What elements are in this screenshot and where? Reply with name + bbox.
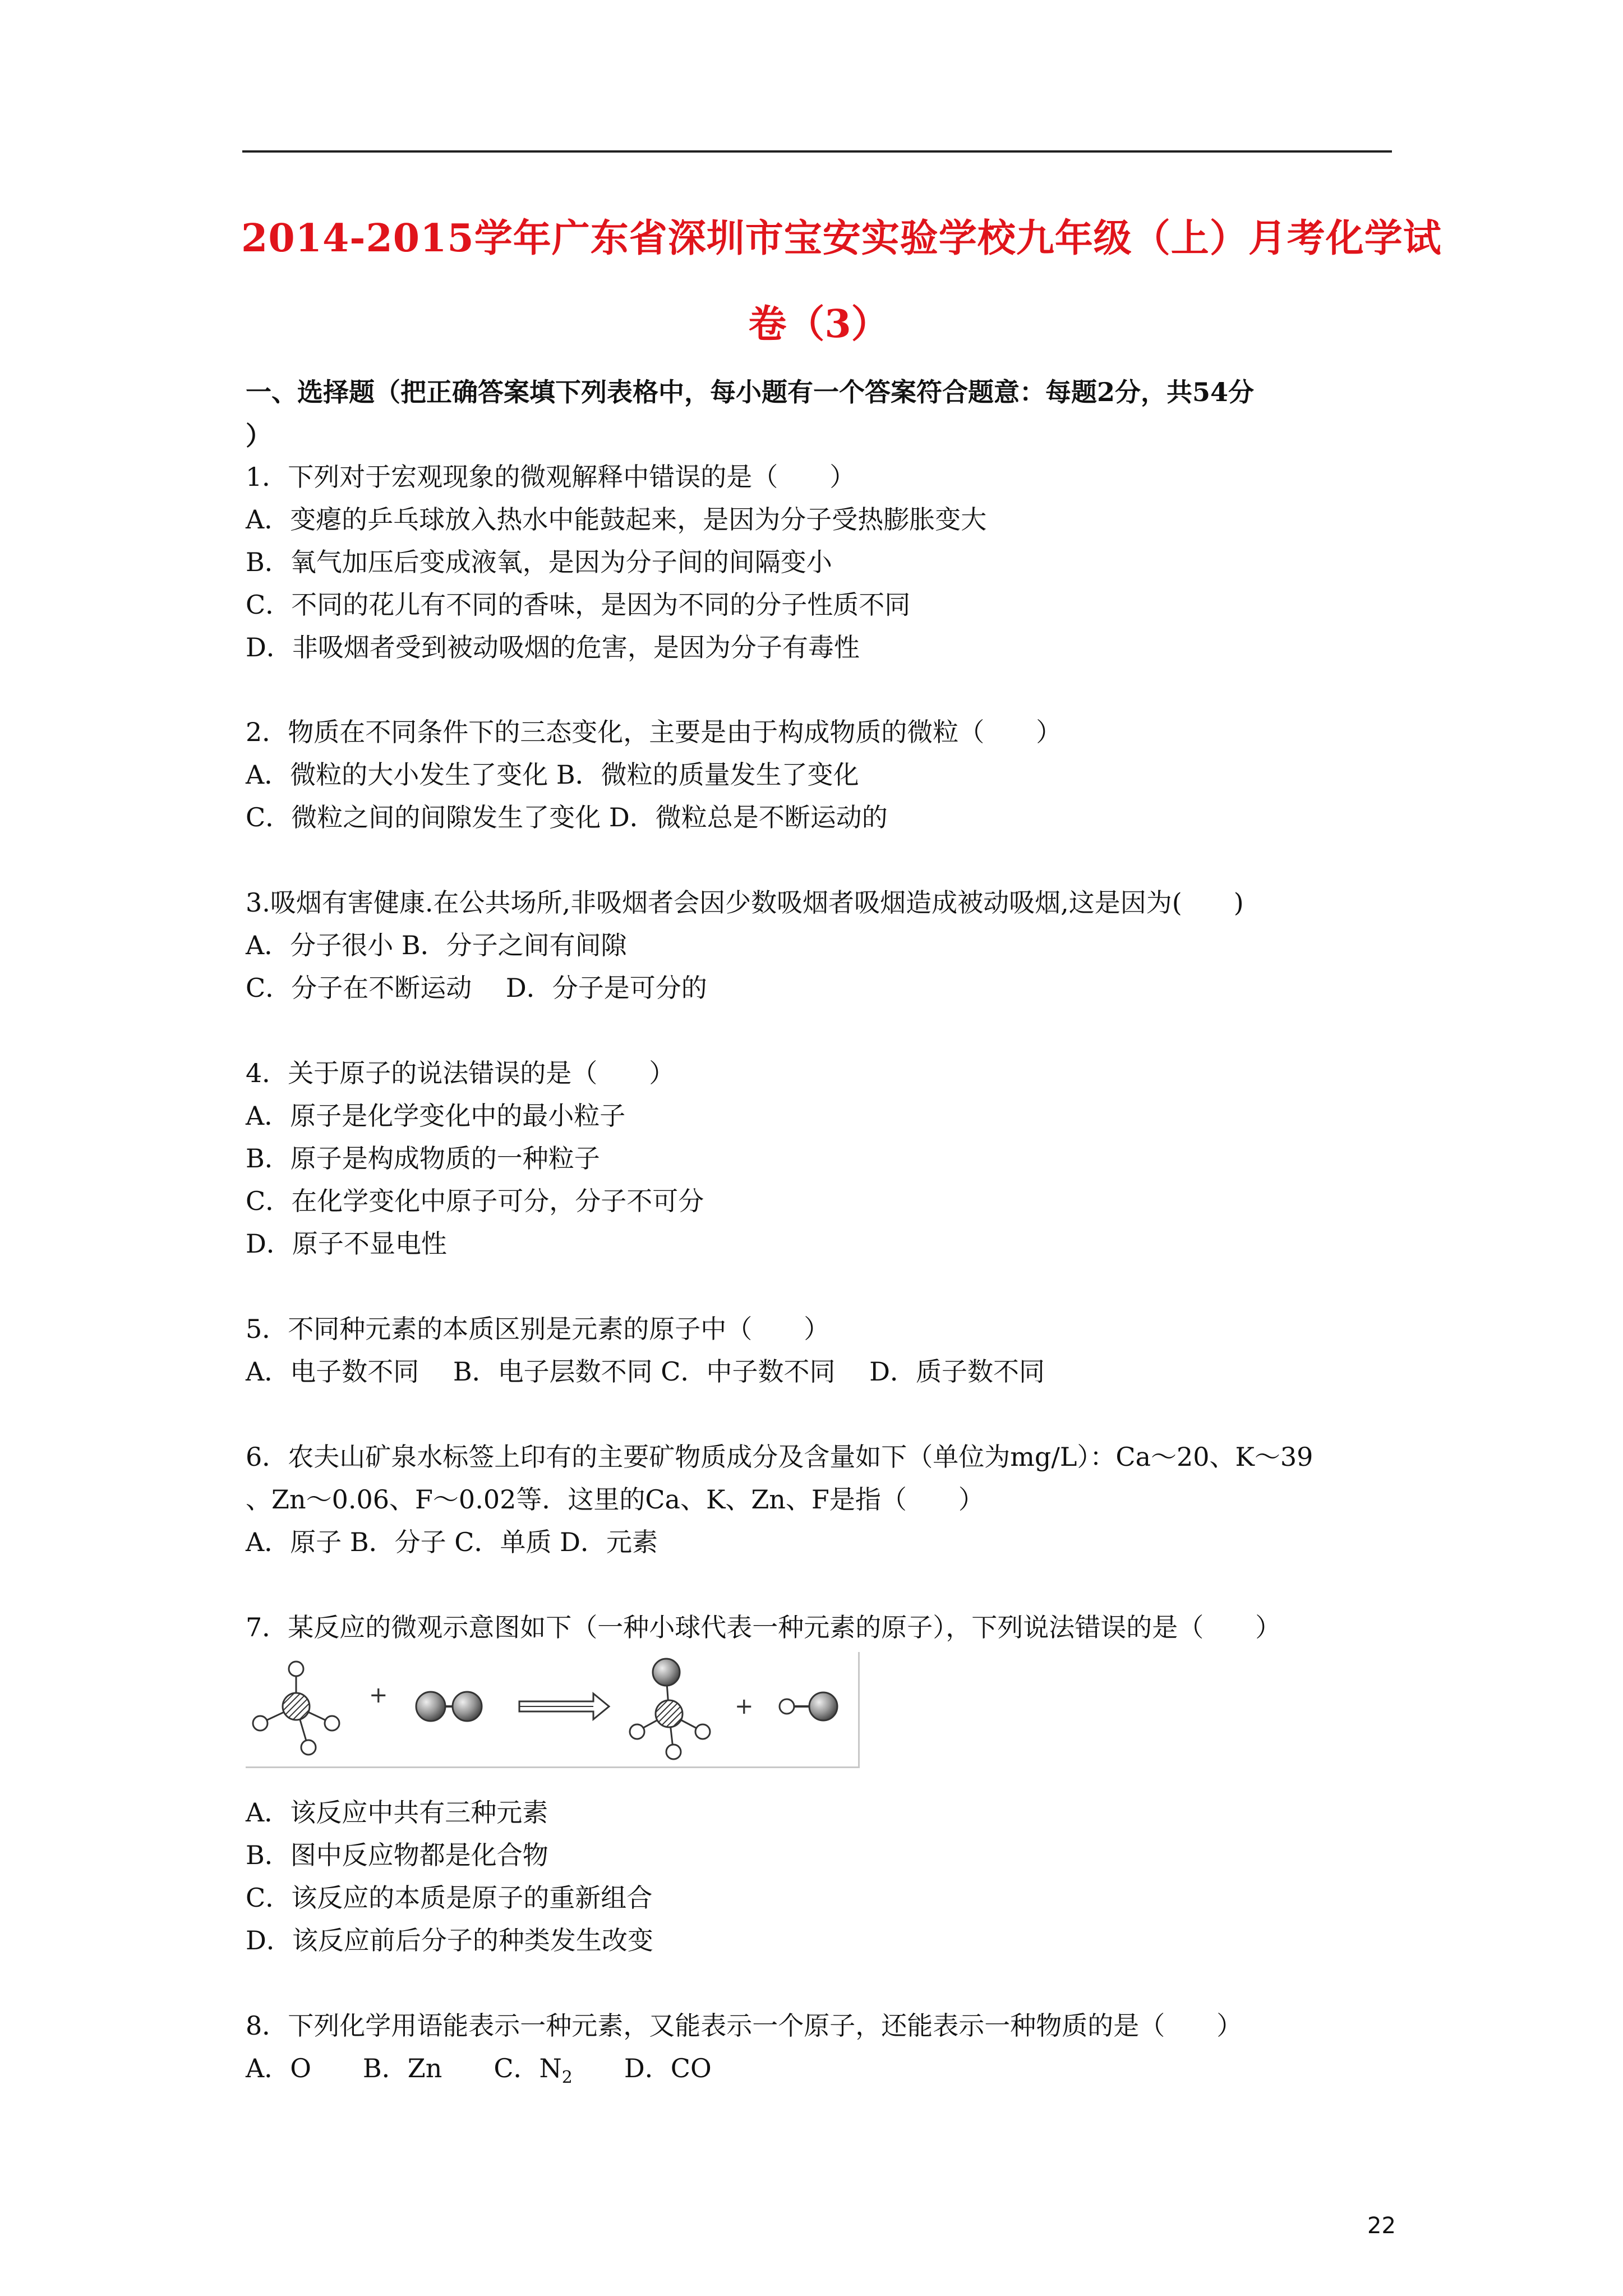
exam-title-line-1: 2014-2015学年广东省深圳市宝安实验学校九年级（上）月考化学试	[241, 216, 1442, 261]
question-4-option-c: C．在化学变化中原子可分，分子不可分	[246, 1186, 704, 1216]
question-8-options	[246, 2049, 712, 2097]
question-8-options-part-1: A．O B．Zn C．N	[246, 2053, 562, 2083]
question-3-options-cd: C．分子在不断运动 D．分子是可分的	[246, 973, 707, 1003]
question-6-stem-cont: 、Zn～0.06、F～0.02等．这里的Ca、K、Zn、F是指（ ）	[246, 1484, 984, 1515]
svg-text:+: +	[369, 1682, 388, 1708]
question-4-option-a: A．原子是化学变化中的最小粒子	[246, 1101, 626, 1131]
question-2-options-cd: C．微粒之间的间隙发生了变化 D．微粒总是不断运动的	[246, 802, 888, 832]
question-2-options-ab: A．微粒的大小发生了变化 B．微粒的质量发生了变化	[246, 760, 859, 790]
question-4-option-d: D．原子不显电性	[246, 1228, 447, 1259]
methane-like-molecule-icon	[253, 1662, 339, 1755]
reaction-diagram	[246, 1652, 860, 1768]
question-7-option-d: D．该反应前后分子的种类发生改变	[246, 1925, 653, 1955]
section-heading: 一、选择题（把正确答案填下列表格中，每小题有一个答案符合题意：每题2分，共54分	[246, 377, 1255, 407]
question-3-stem: 3.吸烟有害健康.在公共场所,非吸烟者会因少数吸烟者吸烟造成被动吸烟,这是因为( )	[246, 887, 1244, 918]
svg-text:+: +	[735, 1694, 754, 1719]
question-6-stem: 6．农夫山矿泉水标签上印有的主要矿物质成分及含量如下（单位为mg/L）：Ca～20、K～39	[246, 1442, 1313, 1472]
small-diatomic-molecule-icon	[780, 1692, 837, 1720]
header-rule	[242, 150, 1392, 153]
question-1-option-a: A．变瘪的乒乓球放入热水中能鼓起来，是因为分子受热膨胀变大	[246, 504, 987, 535]
exam-title-line-2: 卷（3）	[748, 302, 889, 347]
diatomic-molecule-icon	[416, 1692, 482, 1721]
question-4-option-b: B．原子是构成物质的一种粒子	[246, 1143, 600, 1174]
question-7-stem: 7．某反应的微观示意图如下（一种小球代表一种元素的原子），下列说法错误的是（ ）	[246, 1612, 1281, 1642]
question-1-stem: 1．下列对于宏观现象的微观解释中错误的是（ ）	[246, 462, 856, 492]
question-8-options-part-2: D．CO	[572, 2053, 712, 2083]
question-7-option-a: A．该反应中共有三种元素	[246, 1797, 548, 1828]
subscript-2: 2	[561, 2068, 573, 2087]
question-6-options: A．原子 B．分子 C．单质 D．元素	[246, 1527, 658, 1557]
hollow-arrow-icon	[519, 1694, 609, 1719]
question-7-option-b: B．图中反应物都是化合物	[246, 1840, 548, 1870]
product-molecule-icon	[630, 1659, 710, 1759]
question-1-option-c: C．不同的花儿有不同的香味，是因为不同的分子性质不同	[246, 590, 911, 620]
question-1-option-b: B．氧气加压后变成液氧，是因为分子间的间隔变小	[246, 547, 832, 577]
question-7-option-c: C．该反应的本质是原子的重新组合	[246, 1883, 653, 1913]
question-1-option-d: D．非吸烟者受到被动吸烟的危害，是因为分子有毒性	[246, 632, 860, 662]
page-number: 22	[1367, 2213, 1396, 2239]
question-2-stem: 2．物质在不同条件下的三态变化，主要是由于构成物质的微粒（ ）	[246, 717, 1062, 747]
question-8-stem: 8．下列化学用语能表示一种元素，又能表示一个原子，还能表示一种物质的是（ ）	[246, 2010, 1243, 2041]
question-4-stem: 4．关于原子的说法错误的是（ ）	[246, 1058, 675, 1088]
question-5-options: A．电子数不同 B．电子层数不同 C．中子数不同 D．质子数不同	[246, 1356, 1045, 1387]
question-5-stem: 5．不同种元素的本质区别是元素的原子中（ ）	[246, 1314, 830, 1344]
question-3-options-ab: A．分子很小 B．分子之间有间隙	[246, 930, 627, 960]
section-heading-cont: ）	[246, 421, 271, 451]
